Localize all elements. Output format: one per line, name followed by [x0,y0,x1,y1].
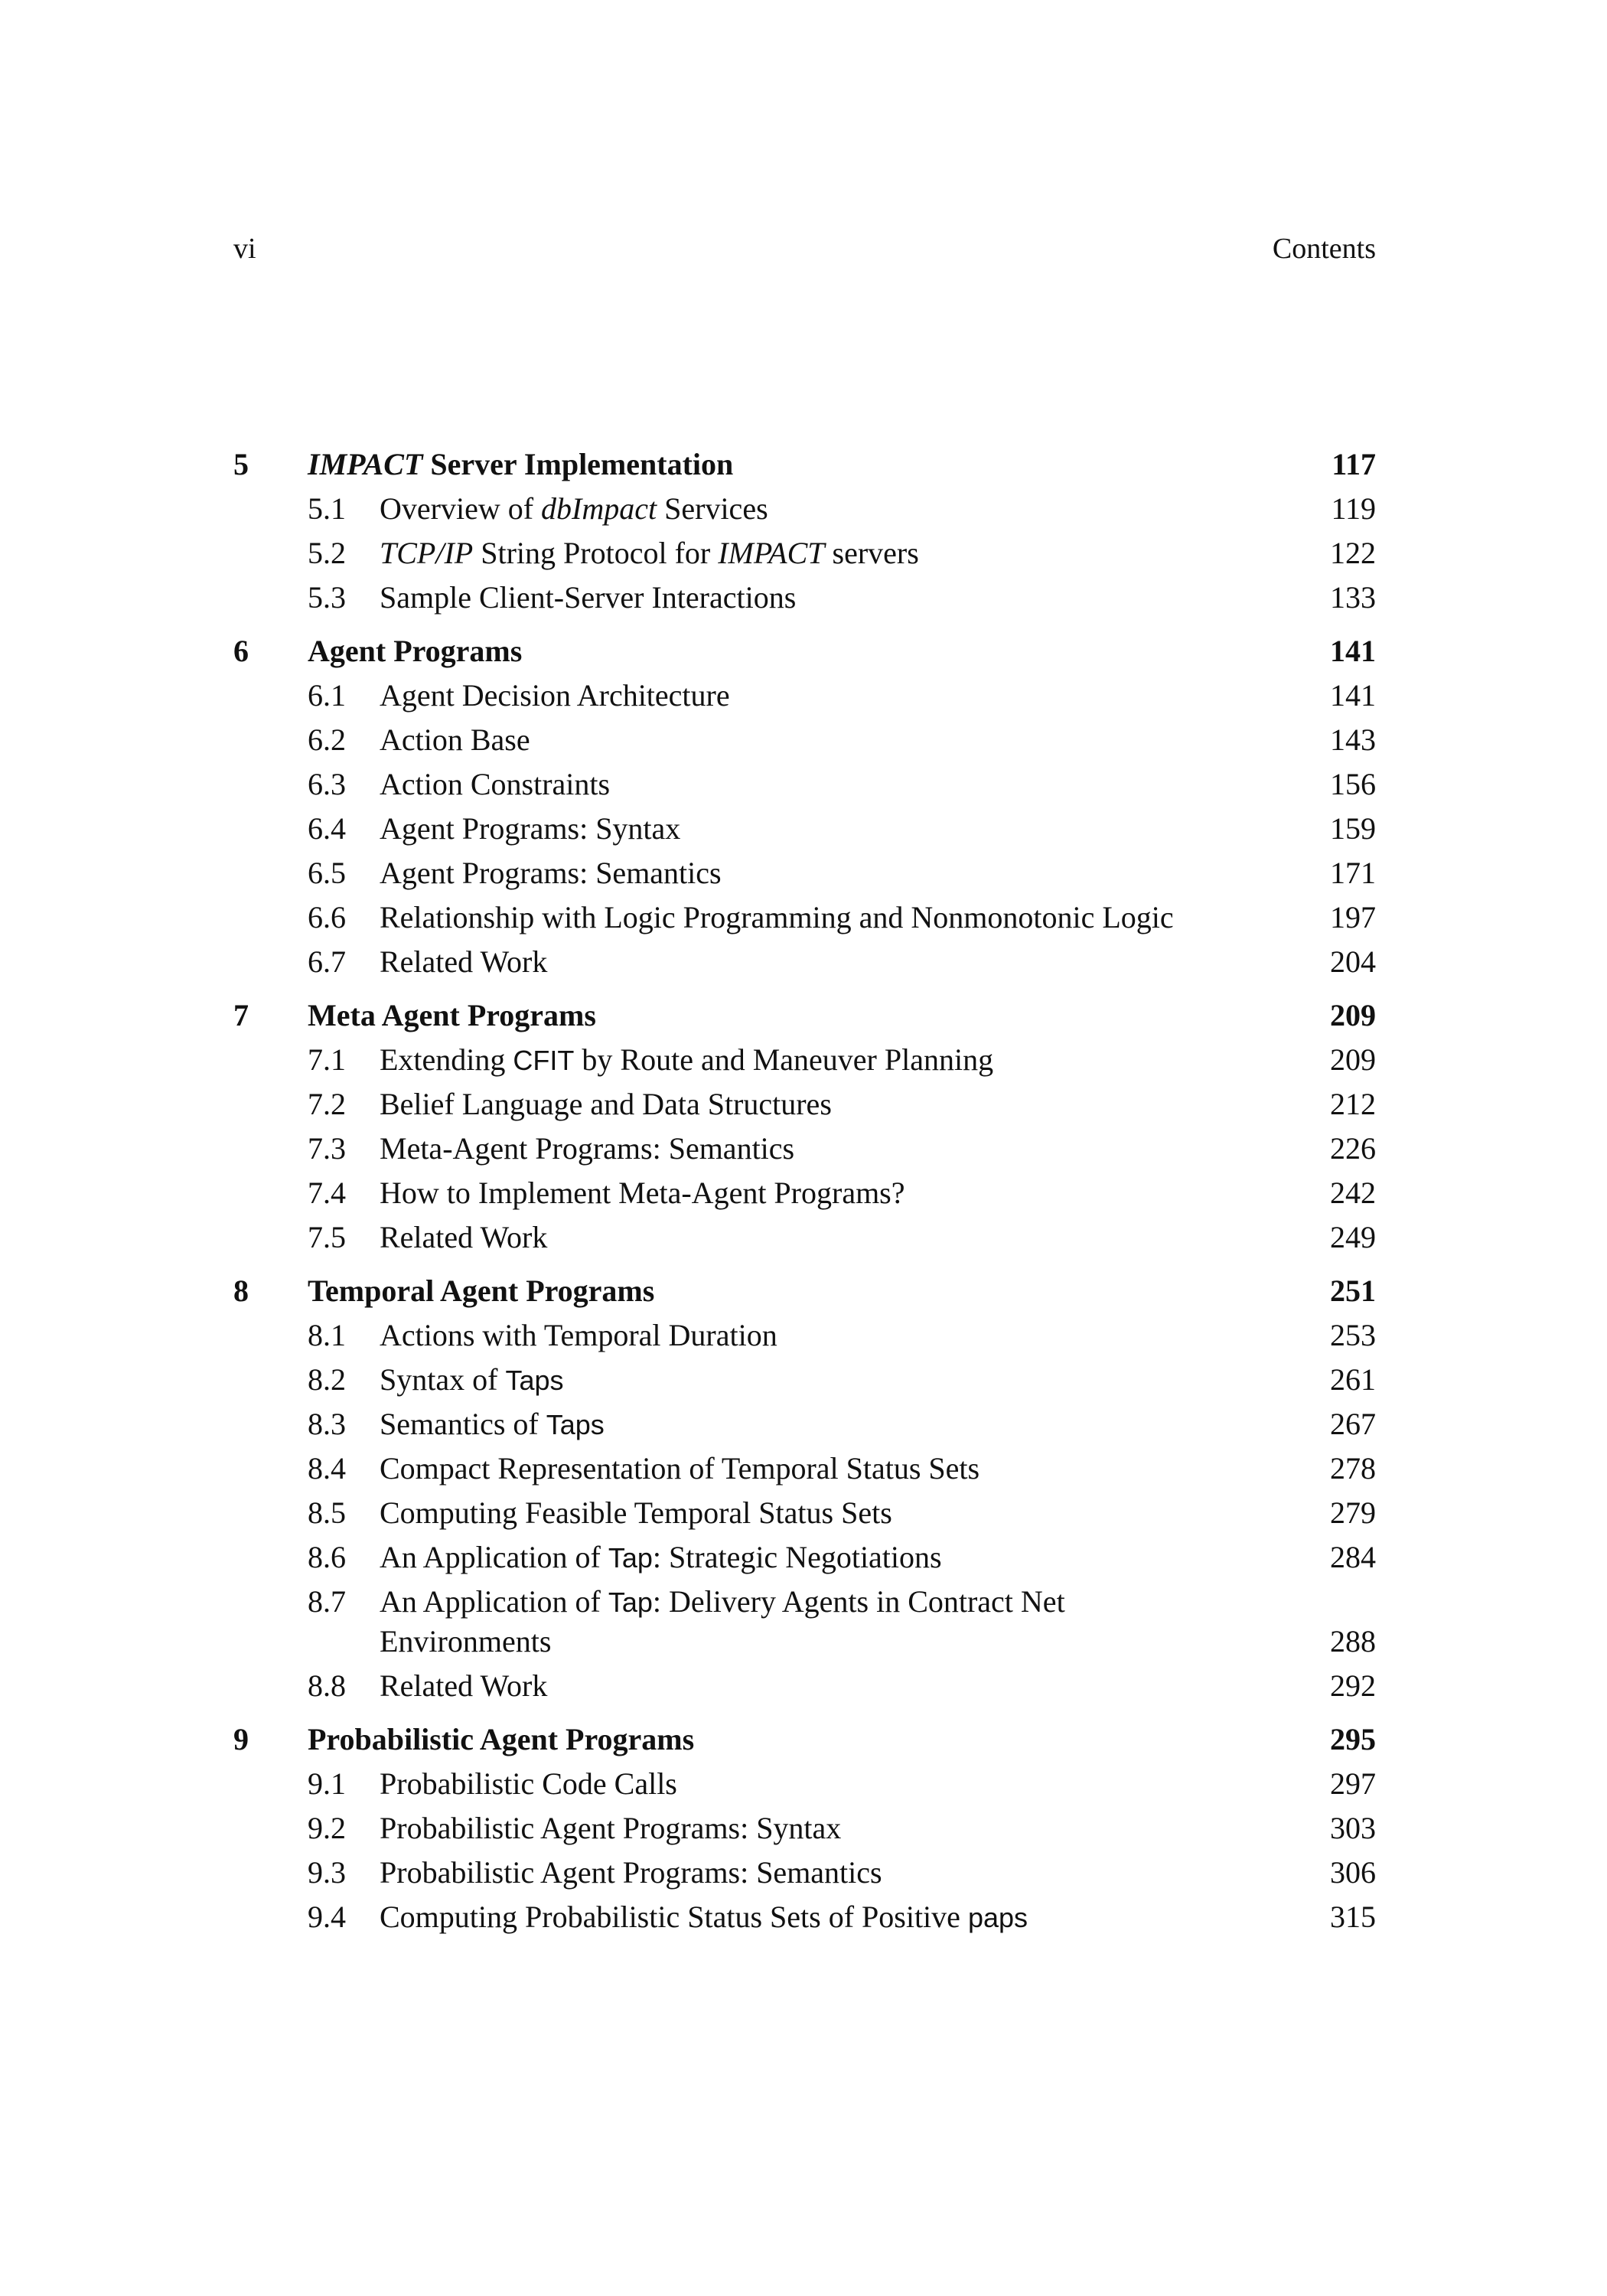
toc-entry[interactable] [233,1664,1376,1708]
chapter-title: Meta Agent Programs [308,998,596,1032]
section-title: Agent Programs: Syntax [380,811,681,846]
section-title: Probabilistic Agent Programs: Syntax [380,1811,842,1845]
chapter-heading[interactable] [233,1269,1376,1313]
section-title: Relationship with Logic Programming and Nonmonotonic Logic [380,900,1174,934]
section-title: Semantics of Taps [380,1407,605,1441]
section-page: 288 [1330,1624,1376,1658]
chapter-page: 251 [1330,1274,1376,1308]
toc-entry[interactable] [233,1402,1376,1446]
chapter-heading[interactable] [233,629,1376,673]
toc-entry[interactable] [233,1762,1376,1806]
chapter-title: IMPACT Server Implementation [308,447,734,481]
section-title: Related Work [380,1668,548,1703]
chapter-heading[interactable] [233,1717,1376,1762]
section-page: 171 [1330,856,1376,890]
section-number: 7.3 [308,1131,346,1166]
section-page: 253 [1330,1318,1376,1352]
section-page: 226 [1330,1131,1376,1166]
table-of-contents [233,442,1376,1949]
section-number: 6.1 [308,678,346,713]
toc-entry[interactable] [233,1038,1376,1082]
section-number: 8.2 [308,1362,346,1397]
section-number: 8.7 [308,1584,346,1619]
section-title: TCP/IP String Protocol for IMPACT servers [380,536,919,570]
section-page: 133 [1330,580,1376,615]
section-number: 7.1 [308,1042,346,1077]
section-title: Probabilistic Agent Programs: Semantics [380,1855,882,1890]
chapter-5 [233,442,1376,620]
toc-entry[interactable] [233,487,1376,531]
section-page: 284 [1330,1540,1376,1574]
section-title: Overview of dbImpact Services [380,491,768,526]
section-number: 6.7 [308,944,346,979]
toc-entry[interactable] [233,762,1376,807]
running-head: Contents [1272,233,1376,265]
page-header [233,230,1376,268]
section-title: Meta-Agent Programs: Semantics [380,1131,795,1166]
toc-entry[interactable] [233,1535,1376,1580]
section-page: 141 [1330,678,1376,713]
chapter-9 [233,1717,1376,1939]
section-number: 7.2 [308,1087,346,1121]
section-title: Computing Probabilistic Status Sets of Positive paps [380,1900,1028,1934]
toc-entry[interactable] [233,673,1376,718]
chapter-6 [233,629,1376,984]
section-title: Computing Feasible Temporal Status Sets [380,1495,892,1530]
toc-entry[interactable] [233,807,1376,851]
section-number: 8.4 [308,1451,346,1486]
toc-entry[interactable] [233,1806,1376,1851]
section-page: 261 [1330,1362,1376,1397]
chapter-page: 117 [1332,447,1376,481]
chapter-7 [233,993,1376,1260]
section-title: Agent Decision Architecture [380,678,730,713]
toc-entry[interactable] [233,851,1376,895]
chapter-heading[interactable] [233,993,1376,1038]
section-title: Related Work [380,944,548,979]
chapter-title: Probabilistic Agent Programs [308,1722,695,1756]
toc-entry[interactable] [233,895,1376,940]
section-number: 8.8 [308,1668,346,1703]
toc-entry-continuation[interactable] [233,1619,1376,1664]
section-page: 159 [1330,811,1376,846]
section-number: 6.6 [308,900,346,934]
section-title: Compact Representation of Temporal Status Sets [380,1451,980,1486]
section-page: 315 [1330,1900,1376,1934]
chapter-number: 9 [233,1722,249,1756]
section-title: Action Base [380,722,530,757]
section-number: 5.2 [308,536,346,570]
section-title: Probabilistic Code Calls [380,1766,677,1801]
section-number: 8.3 [308,1407,346,1441]
toc-entry[interactable] [233,1215,1376,1260]
section-page: 122 [1330,536,1376,570]
section-number: 9.1 [308,1766,346,1801]
page-number: vi [233,233,256,265]
section-page: 212 [1330,1087,1376,1121]
chapter-page: 209 [1330,998,1376,1032]
section-title: An Application of Tap: Strategic Negotiations [380,1540,942,1574]
section-title: Agent Programs: Semantics [380,856,722,890]
toc-entry[interactable] [233,531,1376,576]
toc-entry[interactable] [233,940,1376,984]
section-title: Belief Language and Data Structures [380,1087,832,1121]
section-title: Extending CFIT by Route and Maneuver Planning [380,1042,994,1077]
section-page: 278 [1330,1451,1376,1486]
toc-entry[interactable] [233,1127,1376,1171]
section-page: 292 [1330,1668,1376,1703]
chapter-page: 295 [1330,1722,1376,1756]
chapter-page: 141 [1330,634,1376,668]
toc-entry[interactable] [233,1580,1376,1619]
section-number: 6.4 [308,811,346,846]
chapter-number: 6 [233,634,249,668]
section-page: 197 [1330,900,1376,934]
toc-entry[interactable] [233,1358,1376,1402]
chapter-8 [233,1269,1376,1708]
section-number: 9.4 [308,1900,346,1934]
section-number: 8.1 [308,1318,346,1352]
section-number: 6.2 [308,722,346,757]
section-title: Syntax of Taps [380,1362,564,1397]
chapter-title: Temporal Agent Programs [308,1274,655,1308]
section-title: How to Implement Meta-Agent Programs? [380,1176,905,1210]
section-page: 143 [1330,722,1376,757]
section-page: 249 [1330,1220,1376,1254]
section-number: 5.3 [308,580,346,615]
section-number: 8.6 [308,1540,346,1574]
section-number: 6.5 [308,856,346,890]
section-page: 204 [1330,944,1376,979]
chapter-number: 8 [233,1274,249,1308]
section-page: 242 [1330,1176,1376,1210]
chapter-number: 7 [233,998,249,1032]
toc-entry[interactable] [233,1895,1376,1939]
section-page: 156 [1330,767,1376,801]
section-number: 8.5 [308,1495,346,1530]
section-page: 209 [1330,1042,1376,1077]
chapter-heading[interactable] [233,442,1376,487]
section-number: 5.1 [308,491,346,526]
toc-entry[interactable] [233,1446,1376,1491]
toc-entry[interactable] [233,718,1376,762]
section-page: 119 [1331,491,1376,526]
chapter-number: 5 [233,447,249,481]
toc-entry[interactable] [233,1082,1376,1127]
section-title: Action Constraints [380,767,611,801]
section-title: Related Work [380,1220,548,1254]
chapter-title: Agent Programs [308,634,523,668]
toc-entry[interactable] [233,1491,1376,1535]
section-page: 267 [1330,1407,1376,1441]
section-page: 303 [1330,1811,1376,1845]
toc-entry[interactable] [233,1851,1376,1895]
section-number: 6.3 [308,767,346,801]
section-page: 306 [1330,1855,1376,1890]
section-title-line-2: Environments [380,1624,552,1658]
section-number: 9.3 [308,1855,346,1890]
section-number: 9.2 [308,1811,346,1845]
section-page: 279 [1330,1495,1376,1530]
section-number: 7.5 [308,1220,346,1254]
section-title: Sample Client-Server Interactions [380,580,797,615]
toc-entry[interactable] [233,1313,1376,1358]
section-title: An Application of Tap: Delivery Agents in Contract Net [380,1584,1065,1619]
section-title: Actions with Temporal Duration [380,1318,777,1352]
toc-entry[interactable] [233,1171,1376,1215]
section-number: 7.4 [308,1176,346,1210]
section-page: 297 [1330,1766,1376,1801]
toc-entry[interactable] [233,576,1376,620]
